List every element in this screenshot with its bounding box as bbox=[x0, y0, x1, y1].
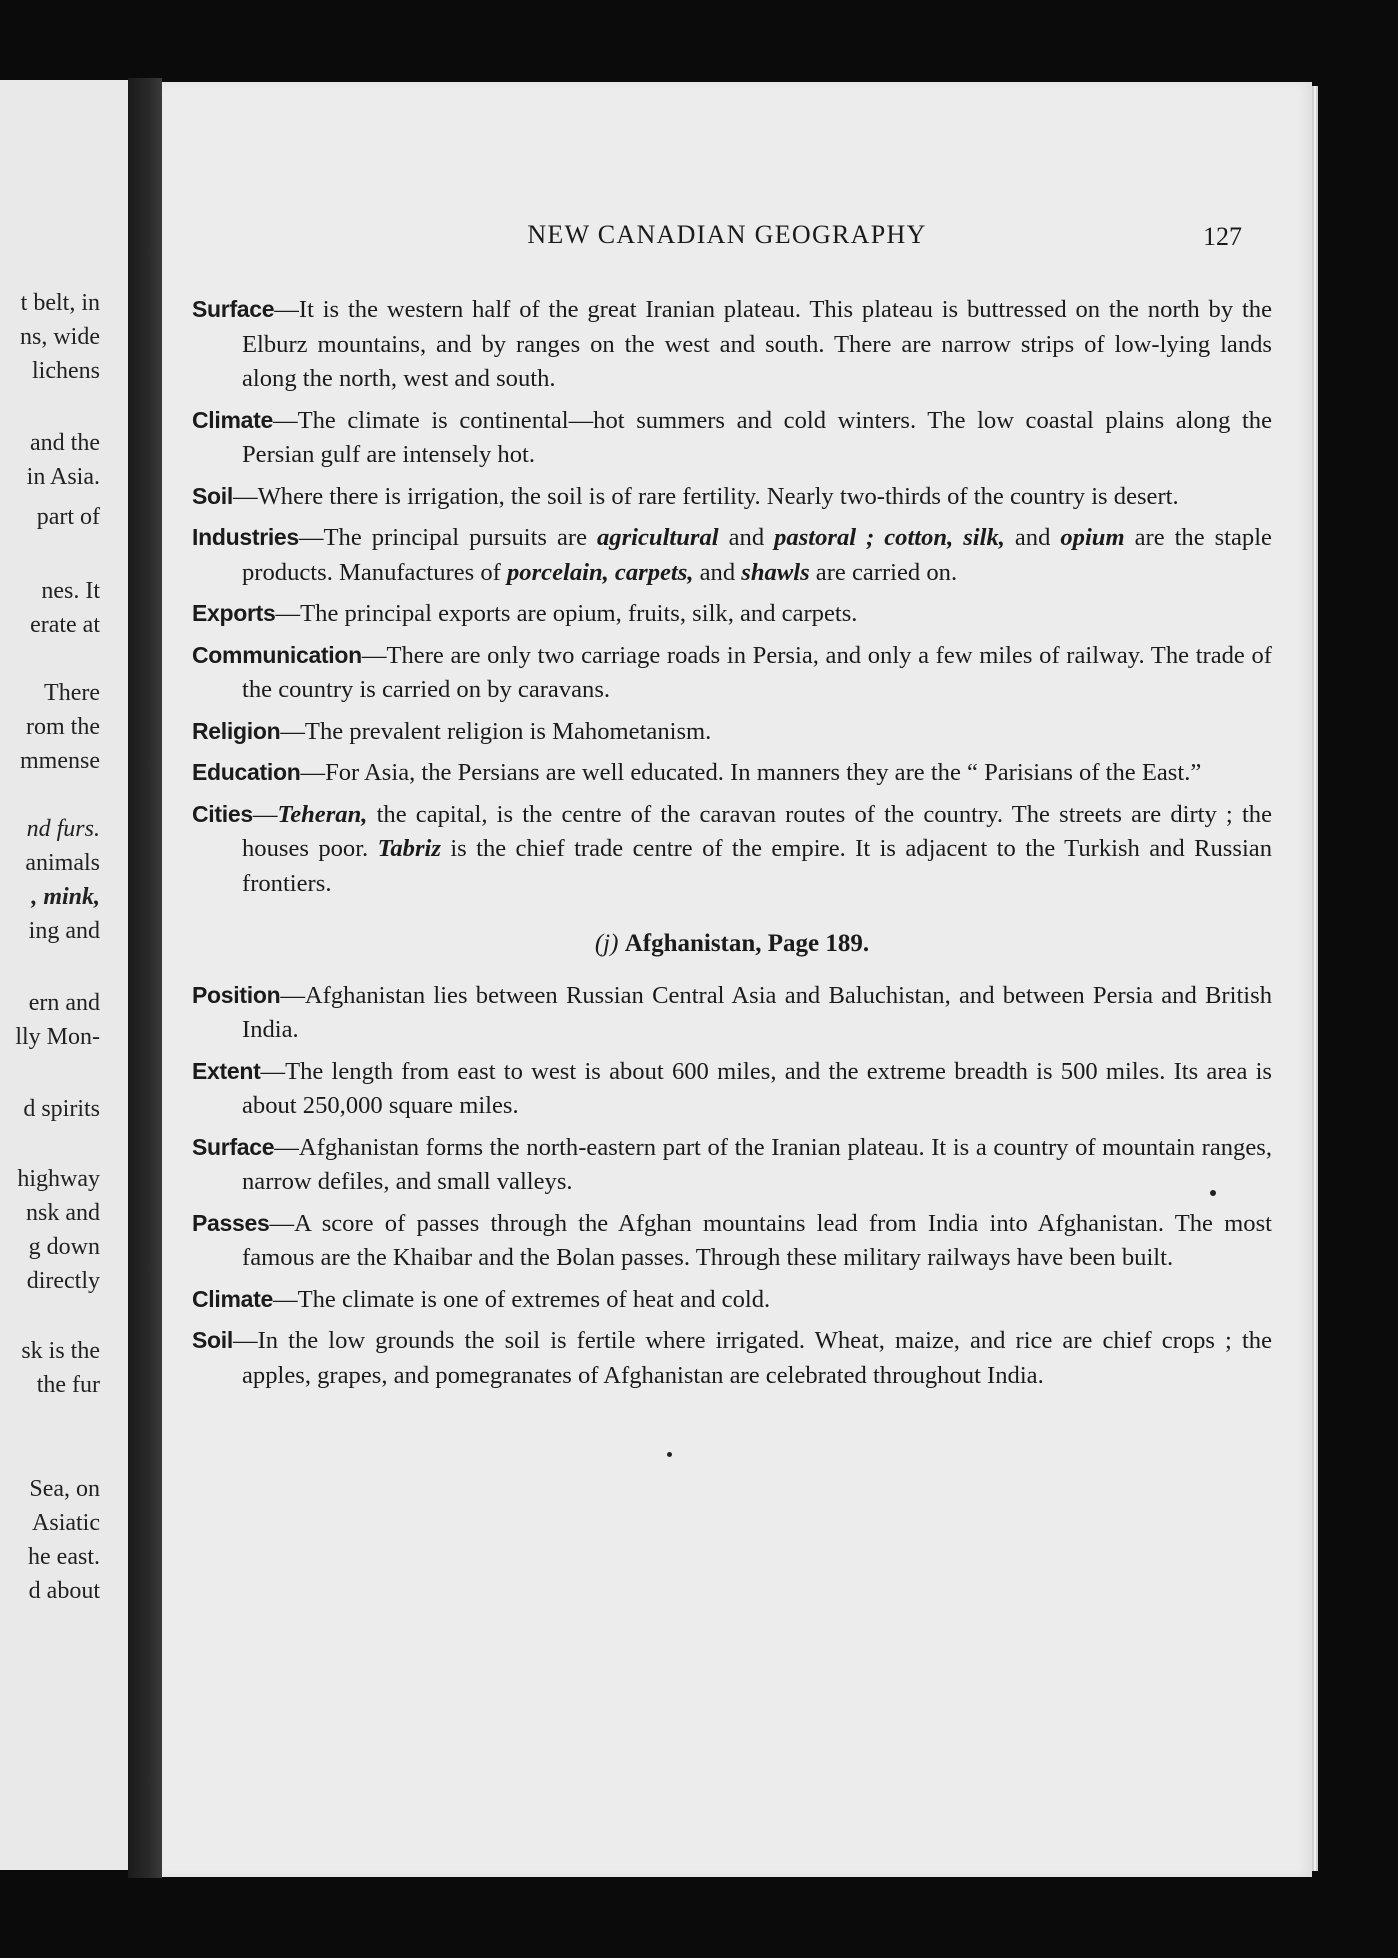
left-facing-page bbox=[0, 80, 128, 1870]
left-page-line: the fur bbox=[36, 1372, 100, 1398]
entry-term: Position bbox=[192, 981, 281, 1008]
entry-climate: Climate—The climate is one of extremes of heat and cold. bbox=[192, 1285, 771, 1313]
entry-text: A score of passes through the Afghan mountains lead from India into Afghanistan. The most famous are the Khaibar and the Bolan passes. Through these military railways have been built. bbox=[242, 1209, 1272, 1271]
left-page-line: part of bbox=[36, 504, 100, 530]
entry-term: Climate bbox=[192, 406, 273, 433]
left-page-line: d spirits bbox=[23, 1096, 100, 1122]
entry-surface: Surface—Afghanistan forms the north-eastern part of the Iranian plateau. It is a country of mountain ranges, narrow defiles, and small valleys. bbox=[192, 1133, 1272, 1195]
entry-position: Position—Afghanistan lies between Russian Central Asia and Baluchistan, and between Persia and British India. bbox=[192, 981, 1272, 1043]
left-page-line: rom the bbox=[26, 714, 100, 740]
entry-term: Religion bbox=[192, 717, 281, 744]
page-speck bbox=[667, 1452, 672, 1457]
entry-text: Afghanistan lies between Russian Central Asia and Baluchistan, and between Persia and British India. bbox=[242, 981, 1272, 1043]
left-page-line: nes. It bbox=[41, 578, 100, 604]
entry-term: Soil bbox=[192, 1327, 233, 1353]
entry-term: Soil bbox=[192, 482, 233, 509]
page-number: 127 bbox=[1203, 222, 1242, 251]
left-page-line: and the bbox=[30, 430, 100, 456]
entry-term: Industries bbox=[192, 524, 299, 550]
entry-surface: Surface—It is the western half of the great Iranian plateau. This plateau is buttressed on the north by the Elburz mountains, and by ranges on the west and south. There are narrow strips of low-lying lands along the north, west and south. bbox=[192, 296, 1272, 392]
entry-text: Afghanistan forms the north-eastern part of the Iranian plateau. It is a country of mountain ranges, narrow defiles, and small valleys. bbox=[242, 1133, 1272, 1195]
entry-term: Communication bbox=[192, 641, 362, 668]
left-page-line: he east. bbox=[28, 1544, 100, 1570]
entry-term: Education bbox=[192, 759, 301, 785]
entry-religion: Religion—The prevalent religion is Mahometanism. bbox=[192, 717, 712, 745]
entry-term: Extent bbox=[192, 1057, 261, 1084]
left-page-line: lichens bbox=[32, 358, 100, 384]
entry-soil: Soil—In the low grounds the soil is fertile where irrigated. Wheat, maize, and rice are chief crops ; the apples, grapes, and pomegranates of Afghanistan are celebrated throughout India. bbox=[192, 1327, 1272, 1389]
entry-text: The climate is one of extremes of heat and cold. bbox=[297, 1285, 771, 1313]
book-gutter bbox=[128, 78, 162, 1878]
section-heading bbox=[192, 927, 1272, 962]
entry-text: For Asia, the Persians are well educated. In manners they are the “ Parisians of the East.” bbox=[325, 759, 1202, 786]
entry-text: The prevalent religion is Mahometanism. bbox=[304, 717, 712, 745]
entry-text: In the low grounds the soil is fertile where irrigated. Wheat, maize, and rice are chief crops ; the apples, grapes, and pomegranates of Afghanistan are celebrated throughout India. bbox=[242, 1327, 1272, 1389]
left-page-line: There bbox=[44, 680, 100, 706]
left-page-line: ern and bbox=[28, 990, 100, 1016]
left-page-line: highway bbox=[17, 1166, 100, 1192]
entry-text: There are only two carriage roads in Persia, and only a few miles of railway. The trade of the country is carried on by caravans. bbox=[242, 641, 1272, 703]
left-page-line: sk is the bbox=[21, 1338, 100, 1364]
entry-soil: Soil—Where there is irrigation, the soil is of rare fertility. Nearly two-thirds of the country is desert. bbox=[192, 482, 1179, 510]
left-page-line: erate at bbox=[30, 612, 100, 638]
entry-cities: Cities—Teheran, the capital, is the centre of the caravan routes of the country. The streets are dirty ; the houses poor. Tabriz is the chief trade centre of the empire. It is adjacent to the Turkish and Russian frontiers. bbox=[192, 800, 1272, 897]
entry-exports: Exports—The principal exports are opium, fruits, silk, and carpets. bbox=[192, 600, 858, 627]
book-page bbox=[162, 82, 1312, 1877]
entry-text: The length from east to west is about 600 miles, and the extreme breadth is 500 miles. Its area is about 250,000 square miles. bbox=[242, 1057, 1272, 1119]
entry-communication: Communication—There are only two carriage roads in Persia, and only a few miles of railway. The trade of the country is carried on by caravans. bbox=[192, 641, 1272, 703]
entry-term: Cities bbox=[192, 800, 253, 827]
left-page-line: d about bbox=[28, 1578, 100, 1604]
entry-text: Where there is irrigation, the soil is of rare fertility. Nearly two-thirds of the country is desert. bbox=[257, 482, 1179, 510]
left-page-line: Asiatic bbox=[32, 1510, 100, 1536]
left-page-line: Sea, on bbox=[29, 1476, 100, 1502]
left-page-line: directly bbox=[26, 1268, 100, 1294]
section-label: (j) bbox=[594, 930, 619, 957]
entry-text: The principal exports are opium, fruits, silk, and carpets. bbox=[300, 600, 858, 627]
section-title: Afghanistan, Page 189. bbox=[624, 930, 870, 957]
entry-text: It is the western half of the great Iranian plateau. This plateau is buttressed on the north by the Elburz mountains, and by ranges on the west and south. There are narrow strips of low-lying lands along the north, west and south. bbox=[242, 296, 1272, 392]
left-page-line: lly Mon- bbox=[15, 1024, 100, 1050]
entry-industries: Industries—The principal pursuits are agricultural and pastoral ; cotton, silk, and opium are the staple products. Manufactures of porcelain, carpets, and shawls are carried on. bbox=[192, 524, 1272, 586]
entry-text: The climate is continental—hot summers and cold winters. The low coastal plains along the Persian gulf are intensely hot. bbox=[242, 406, 1272, 468]
left-page-line: animals bbox=[25, 850, 100, 876]
entry-term: Exports bbox=[192, 600, 276, 626]
left-page-line: mmense bbox=[20, 748, 100, 774]
left-page-line: ing and bbox=[28, 918, 100, 944]
entry-passes: Passes—A score of passes through the Afghan mountains lead from India into Afghanistan. The most famous are the Khaibar and the Bolan passes. Through these military railways have been built. bbox=[192, 1209, 1272, 1271]
entry-term: Surface bbox=[192, 296, 275, 322]
entry-term: Surface bbox=[192, 1133, 275, 1160]
entry-extent: Extent—The length from east to west is about 600 miles, and the extreme breadth is 500 miles. Its area is about 250,000 square miles. bbox=[192, 1057, 1272, 1119]
entry-climate: Climate—The climate is continental—hot summers and cold winters. The low coastal plains along the Persian gulf are intensely hot. bbox=[192, 406, 1272, 468]
left-page-line: t belt, in bbox=[20, 290, 100, 316]
left-page-line: in Asia. bbox=[26, 464, 100, 490]
page-body bbox=[192, 292, 1272, 1399]
entry-term: Climate bbox=[192, 1285, 273, 1312]
left-page-line: , mink, bbox=[31, 884, 100, 910]
entry-term: Passes bbox=[192, 1209, 270, 1236]
running-head: NEW CANADIAN GEOGRAPHY bbox=[527, 220, 927, 249]
left-page-line: nd furs. bbox=[26, 816, 100, 842]
left-page-line: g down bbox=[28, 1234, 100, 1260]
margin-speck bbox=[1210, 1190, 1216, 1196]
entry-education: Education—For Asia, the Persians are well educated. In manners they are the “ Parisians of the East.” bbox=[192, 759, 1202, 786]
left-page-line: nsk and bbox=[26, 1200, 100, 1226]
left-page-line: ns, wide bbox=[20, 324, 100, 350]
